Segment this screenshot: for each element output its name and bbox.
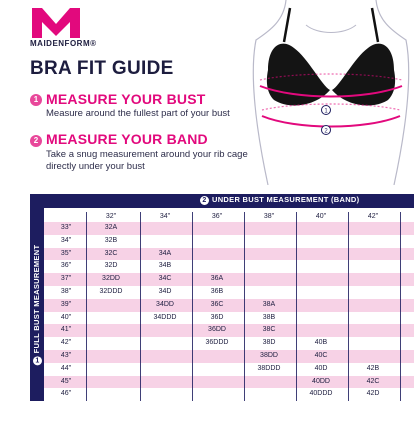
size-cell [86,376,136,389]
row-label: 36" [60,262,72,270]
size-cell: 36B [210,288,224,295]
column-header: 34" [159,213,171,220]
table-row [44,337,414,350]
size-cell: 40D [314,364,328,372]
size-cell [296,235,346,248]
size-cell [348,299,398,312]
table-row [44,350,414,363]
size-cell [140,235,190,248]
size-cell [296,222,346,235]
size-cell [244,286,294,299]
table-row [44,324,414,337]
illus-marker-2: 2 [324,128,328,135]
size-cell [348,324,398,337]
table-row [44,273,414,286]
table-row [44,248,414,261]
size-cell [140,222,190,235]
table-row [44,235,414,248]
size-cell [296,273,346,286]
band-header [30,194,414,208]
size-cell [348,350,398,363]
column-header: 32" [105,213,117,220]
step-1-heading: MEASURE YOUR BUST [46,91,206,107]
size-cell: 40C [314,352,328,359]
size-cell: 38C [262,326,276,334]
size-cell [86,388,136,401]
table-row [44,312,414,325]
size-cell: 32A [104,224,118,231]
row-label: 46" [60,390,72,398]
table-row [44,286,414,299]
size-cell [140,388,190,401]
size-cell [348,248,398,261]
size-cell [296,312,346,325]
size-cell: 36D [210,313,224,321]
size-cell [192,376,242,389]
bust-header [30,208,44,401]
size-cell [192,350,242,363]
size-cell [244,222,294,235]
column-header: 36" [211,213,223,220]
size-cell: 32B [104,236,118,244]
size-cell: 36A [210,275,224,283]
size-cell [348,286,398,299]
grid-line [296,212,297,401]
grid-line [244,212,245,401]
table-row [44,376,414,389]
size-cell [192,248,242,261]
step-2-body-line-2: directly under your bust [46,161,145,172]
size-cell [86,350,136,363]
grid-line [140,212,141,401]
brand-name: MAIDENFORM® [30,39,97,48]
table-row [44,299,414,312]
row-label: 44" [60,364,72,372]
table-row [44,222,414,235]
row-label: 40" [60,313,72,321]
size-cell [192,388,242,401]
size-chart-grid [44,212,414,401]
size-cell: 36C [210,300,224,308]
size-cell: 40DD [312,377,330,385]
step-2-body-line-1: Take a snug measurement around your rib cage [46,149,248,160]
column-header: 38" [263,213,275,220]
step-2-number: 2 [30,135,42,147]
size-cell: 34D [158,288,172,295]
band-header-label: UNDER BUST MEASUREMENT (BAND) [212,195,360,204]
size-cell: 32DD [102,275,120,283]
size-cell [296,248,346,261]
row-label: 41" [60,326,72,334]
bust-header-number: 1 [33,356,42,365]
size-cell [348,337,398,350]
row-label: 45" [60,377,72,385]
size-cell: 38A [262,300,276,308]
size-cell: 34DDD [153,313,177,321]
size-cell [244,235,294,248]
size-cell [192,222,242,235]
size-cell [348,222,398,235]
row-label: 42" [60,339,72,347]
size-cell: 42C [366,377,380,385]
size-cell: 34DD [156,300,174,308]
size-cell: 32C [104,249,118,257]
size-cell [348,273,398,286]
column-header: 42" [367,213,379,220]
row-label: 38" [60,288,72,295]
size-cell [192,363,242,376]
table-row [44,388,414,401]
row-label: 35" [60,249,72,257]
size-cell: 34A [158,249,172,257]
size-cell: 34B [158,262,172,270]
table-row [44,260,414,273]
column-header: 40" [315,213,327,220]
size-cell: 36DDD [205,339,229,347]
size-cell [348,312,398,325]
size-cell: 32DDD [99,288,123,295]
size-cell [244,376,294,389]
grid-line [192,212,193,401]
page-title: BRA FIT GUIDE [30,58,174,79]
row-label: 43" [60,352,72,359]
size-cell: 38B [262,313,276,321]
row-label: 37" [60,275,72,283]
grid-line [348,212,349,401]
size-cell [244,273,294,286]
size-cell [192,235,242,248]
size-cell: 42B [366,364,380,372]
size-cell [296,286,346,299]
size-cell [140,324,190,337]
grid-line [400,212,401,401]
size-cell [192,260,242,273]
bust-header-label: FULL BUST MEASUREMENT [32,244,41,353]
row-label: 34" [60,236,72,244]
size-cell: 38DD [260,352,278,359]
size-cell [86,299,136,312]
size-cell [86,312,136,325]
size-cell: 36DD [208,326,226,334]
illus-marker-1: 1 [324,108,328,115]
table-row [44,363,414,376]
size-cell [244,248,294,261]
size-cell [86,363,136,376]
size-cell [140,350,190,363]
size-cell [244,388,294,401]
bra-illustration-icon [246,0,416,185]
size-cell [86,337,136,350]
size-cell [296,299,346,312]
step-1-body: Measure around the fullest part of your bust [46,108,230,119]
size-cell: 40DDD [309,390,333,398]
size-cell [86,324,136,337]
band-header-number: 2 [200,196,209,205]
size-cell: 34C [158,275,172,283]
row-label: 39" [60,300,72,308]
size-cell [244,260,294,273]
size-cell: 42D [366,390,380,398]
size-cell [140,376,190,389]
size-cell [140,363,190,376]
size-cell [348,260,398,273]
size-cell: 32D [104,262,118,270]
step-1-number: 1 [30,94,42,106]
row-label: 33" [60,224,72,231]
size-cell: 40B [314,339,328,347]
step-2-heading: MEASURE YOUR BAND [46,131,208,147]
size-cell [348,235,398,248]
size-cell [296,260,346,273]
size-cell: 38DDD [257,364,281,372]
grid-line [86,212,87,401]
size-cell [140,337,190,350]
size-cell [296,324,346,337]
size-cell: 38D [262,339,276,347]
